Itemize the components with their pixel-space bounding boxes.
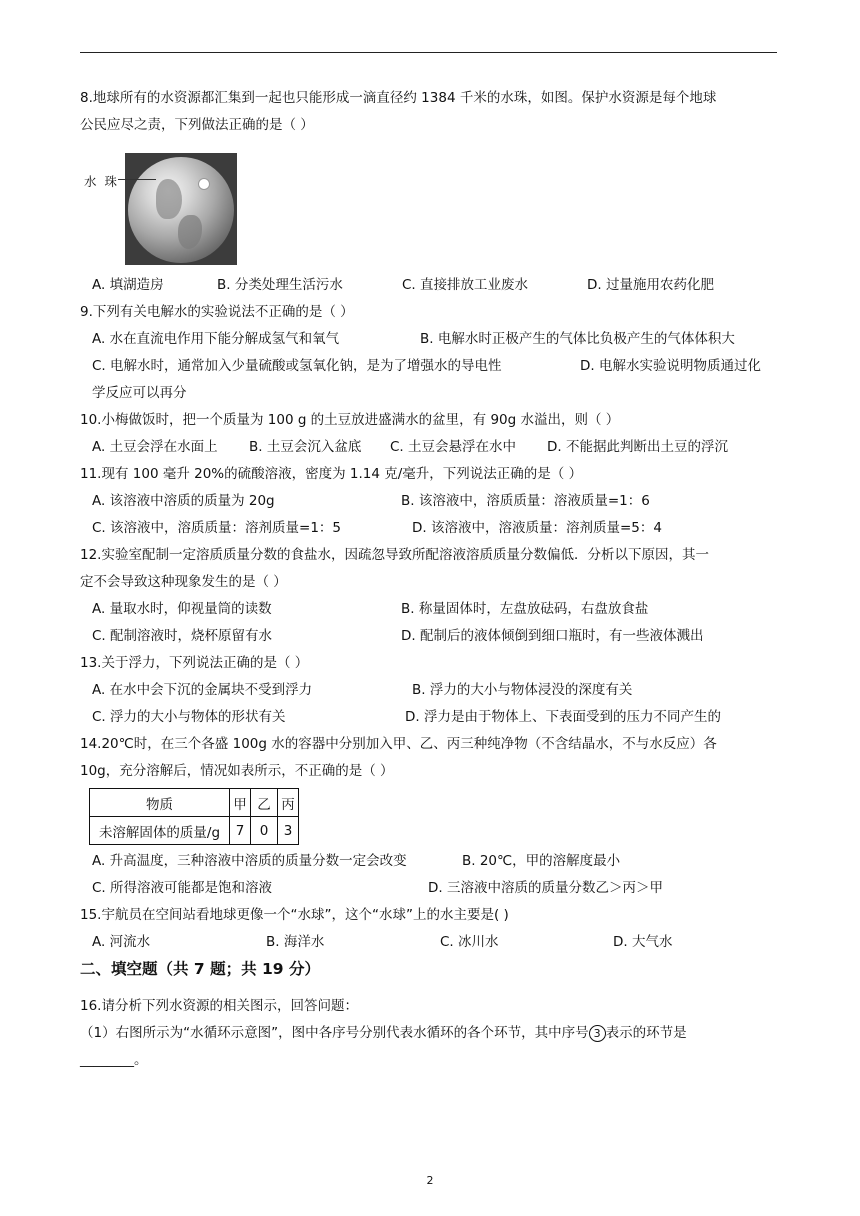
q8-stem-line2: 公民应尽之责，下列做法正确的是（ ）	[80, 117, 314, 133]
q8-option-d[interactable]: D. 过量施用农药化肥	[587, 277, 714, 293]
q12-option-d[interactable]: D. 配制后的液体倾倒到细口瓶时，有一些液体溅出	[401, 628, 704, 644]
header-rule	[80, 52, 777, 53]
q13-option-b[interactable]: B. 浮力的大小与物体浸没的深度有关	[412, 682, 633, 698]
page-number: 2	[426, 1174, 434, 1187]
earth-globe-icon	[128, 157, 234, 263]
water-ball-label: 水 珠	[84, 174, 119, 189]
q10-option-c[interactable]: C. 土豆会悬浮在水中	[390, 439, 517, 455]
q11-option-a[interactable]: A. 该溶液中溶质的质量为 20g	[92, 493, 275, 509]
q14-stem-line2: 10g，充分溶解后，情况如表所示，不正确的是（ ）	[80, 763, 394, 779]
label-pointer-line	[118, 179, 156, 180]
q16-answer-blank[interactable]: ________。	[80, 1052, 148, 1068]
globe-frame	[125, 153, 237, 265]
table-header-cell: 物质	[90, 789, 230, 817]
table-cell: 未溶解固体的质量/g	[90, 817, 230, 845]
earth-water-drop-image	[80, 150, 240, 270]
continent-shape	[178, 215, 202, 249]
q8-option-a[interactable]: A. 填湖造房	[92, 277, 164, 293]
circled-number-3: 3	[589, 1025, 606, 1042]
q10-option-d[interactable]: D. 不能据此判断出土豆的浮沉	[547, 439, 728, 455]
table-cell: 3	[278, 817, 299, 845]
q14-option-b[interactable]: B. 20℃，甲的溶解度最小	[462, 853, 621, 869]
q8-stem-line1: 8.地球所有的水资源都汇集到一起也只能形成一滴直径约 1384 千米的水珠，如图。保护水资源是每个地球	[80, 90, 717, 106]
q9-option-d-cont: 学反应可以再分	[92, 385, 187, 401]
q16-sub1-text-end: 表示的环节是	[605, 1025, 687, 1041]
q15-option-a[interactable]: A. 河流水	[92, 934, 151, 950]
q12-option-c[interactable]: C. 配制溶液时，烧杯原留有水	[92, 628, 273, 644]
q11-option-c[interactable]: C. 该溶液中，溶质质量：溶剂质量=1：5	[92, 520, 341, 536]
q15-option-b[interactable]: B. 海洋水	[266, 934, 325, 950]
water-ball-icon	[198, 178, 210, 190]
q13-stem: 13.关于浮力，下列说法正确的是（ ）	[80, 655, 309, 671]
q14-data-table	[89, 788, 299, 845]
table-header-cell: 乙	[251, 789, 278, 817]
q8-option-b[interactable]: B. 分类处理生活污水	[217, 277, 343, 293]
q10-stem: 10.小梅做饭时，把一个质量为 100 g 的土豆放进盛满水的盆里，有 90g 水溢出，则（ ）	[80, 412, 620, 428]
q12-option-b[interactable]: B. 称量固体时，左盘放砝码，右盘放食盐	[401, 601, 649, 617]
table-row	[90, 817, 299, 845]
q15-stem: 15.宇航员在空间站看地球更像一个“水球”，这个“水球”上的水主要是( )	[80, 907, 509, 923]
q11-option-d[interactable]: D. 该溶液中，溶液质量：溶剂质量=5：4	[412, 520, 662, 536]
q12-option-a[interactable]: A. 量取水时，仰视量筒的读数	[92, 601, 272, 617]
section-heading: 二、填空题（共 7 题；共 19 分）	[80, 960, 320, 978]
q11-stem: 11.现有 100 毫升 20%的硫酸溶液，密度为 1.14 克/毫升，下列说法正确的是（ ）	[80, 466, 583, 482]
q15-option-d[interactable]: D. 大气水	[613, 934, 673, 950]
q13-option-a[interactable]: A. 在水中会下沉的金属块不受到浮力	[92, 682, 313, 698]
q14-option-d[interactable]: D. 三溶液中溶质的质量分数乙＞丙＞甲	[428, 880, 663, 896]
q13-option-c[interactable]: C. 浮力的大小与物体的形状有关	[92, 709, 286, 725]
q10-option-b[interactable]: B. 土豆会沉入盆底	[249, 439, 362, 455]
continent-shape	[156, 179, 182, 219]
q9-option-a[interactable]: A. 水在直流电作用下能分解成氢气和氧气	[92, 331, 340, 347]
q14-stem-line1: 14.20℃时，在三个各盛 100g 水的容器中分别加入甲、乙、丙三种纯净物（不含结晶水，不与水反应）各	[80, 736, 717, 752]
table-cell: 7	[230, 817, 251, 845]
q14-option-a[interactable]: A. 升高温度，三种溶液中溶质的质量分数一定会改变	[92, 853, 407, 869]
q10-option-a[interactable]: A. 土豆会浮在水面上	[92, 439, 218, 455]
q12-stem-line1: 12.实验室配制一定溶质质量分数的食盐水，因疏忽导致所配溶液溶质质量分数偏低．分析以下原因，其一	[80, 547, 709, 563]
q15-option-c[interactable]: C. 冰川水	[440, 934, 499, 950]
q16-sub1	[80, 1024, 687, 1042]
q14-option-c[interactable]: C. 所得溶液可能都是饱和溶液	[92, 880, 273, 896]
table-header-cell: 丙	[278, 789, 299, 817]
q12-stem-line2: 定不会导致这种现象发生的是（ ）	[80, 574, 287, 590]
q11-option-b[interactable]: B. 该溶液中，溶质质量：溶液质量=1：6	[401, 493, 650, 509]
q16-sub1-text: （1）右图所示为“水循环示意图”，图中各序号分别代表水循环的各个环节，其中序号	[80, 1025, 589, 1041]
table-header-row	[90, 789, 299, 817]
q13-option-d[interactable]: D. 浮力是由于物体上、下表面受到的压力不同产生的	[405, 709, 721, 725]
table-cell: 0	[251, 817, 278, 845]
q9-option-c[interactable]: C. 电解水时，通常加入少量硫酸或氢氧化钠，是为了增强水的导电性	[92, 358, 502, 374]
q9-option-d[interactable]: D. 电解水实验说明物质通过化	[580, 358, 761, 374]
q9-stem: 9.下列有关电解水的实验说法不正确的是（ ）	[80, 304, 354, 320]
q9-option-b[interactable]: B. 电解水时正极产生的气体比负极产生的气体体积大	[420, 331, 735, 347]
table-header-cell: 甲	[230, 789, 251, 817]
q16-stem: 16.请分析下列水资源的相关图示，回答问题：	[80, 998, 358, 1014]
q8-option-c[interactable]: C. 直接排放工业废水	[402, 277, 529, 293]
